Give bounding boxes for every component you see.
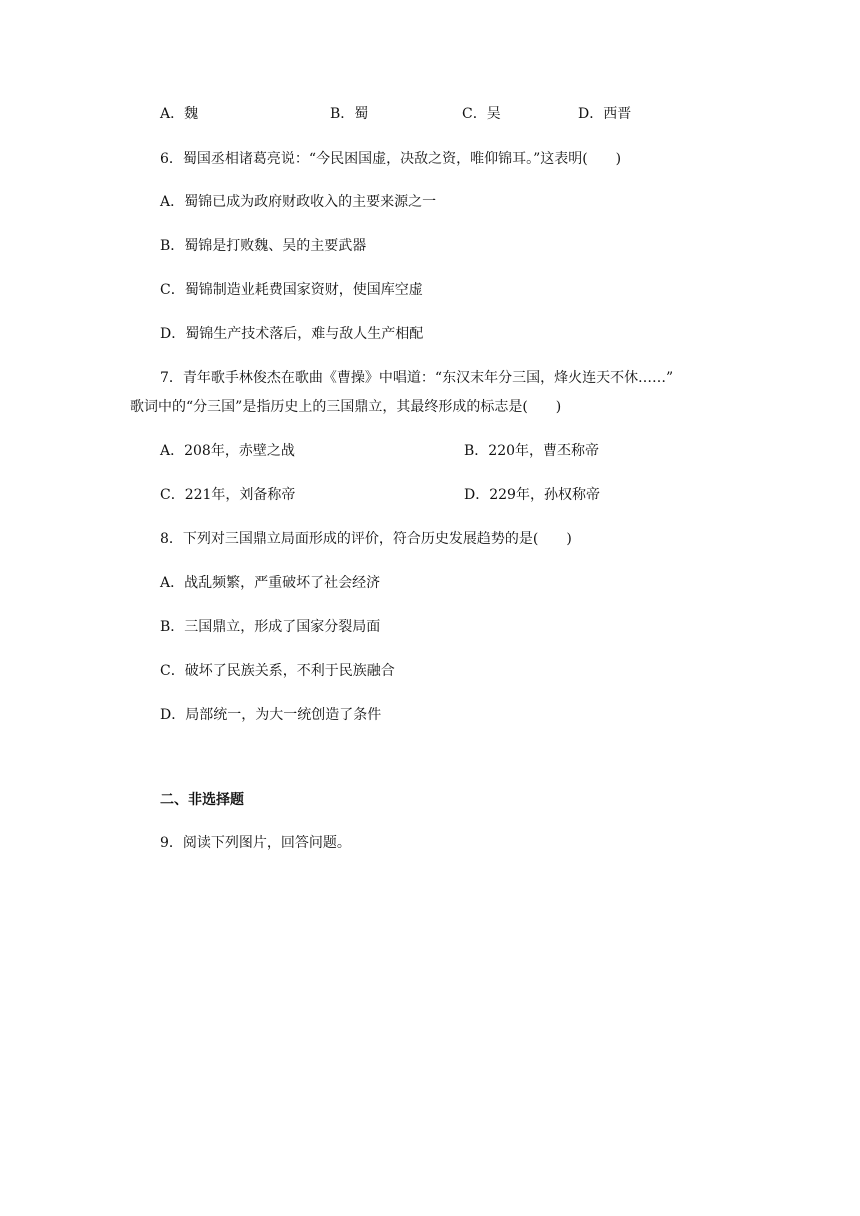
q5-option-c: C．吴: [462, 106, 501, 122]
q7-option-d: D．229年，孙权称帝: [464, 487, 600, 503]
section-title: 二、非选择题: [160, 792, 244, 808]
q8-option-b: B．三国鼎立，形成了国家分裂局面: [160, 619, 381, 635]
q7-option-a: A．208年，赤壁之战: [160, 443, 295, 459]
q7-stem-line1: 7．青年歌手林俊杰在歌曲《曹操》中唱道：“东汉末年分三国，烽火连天不休……”: [160, 370, 674, 386]
q5-option-b: B．蜀: [330, 106, 369, 122]
q8-stem: 8．下列对三国鼎立局面形成的评价，符合历史发展趋势的是( ): [160, 531, 572, 547]
q7-option-c: C．221年，刘备称帝: [160, 487, 296, 503]
q7-stem-line2: 歌词中的“分三国”是指历史上的三国鼎立，其最终形成的标志是( ): [130, 399, 562, 415]
q8-option-d: D．局部统一，为大一统创造了条件: [160, 707, 382, 723]
q7-option-b: B．220年，曹丕称帝: [464, 443, 600, 459]
q6-option-c: C．蜀锦制造业耗费国家资财，使国库空虚: [160, 282, 423, 298]
q6-option-d: D．蜀锦生产技术落后，难与敌人生产相配: [160, 326, 424, 342]
q9-stem: 9．阅读下列图片，回答问题。: [160, 835, 351, 851]
q8-option-c: C．破坏了民族关系，不利于民族融合: [160, 663, 395, 679]
q6-stem: 6．蜀国丞相诸葛亮说：“今民困国虚，决敌之资，唯仰锦耳。”这表明( ): [160, 151, 622, 167]
q6-option-a: A．蜀锦已成为政府财政收入的主要来源之一: [160, 194, 437, 210]
q5-option-a: A．魏: [160, 106, 199, 122]
q5-option-d: D．西晋: [578, 106, 632, 122]
q6-option-b: B．蜀锦是打败魏、吴的主要武器: [160, 238, 367, 254]
q8-option-a: A．战乱频繁，严重破坏了社会经济: [160, 575, 381, 591]
